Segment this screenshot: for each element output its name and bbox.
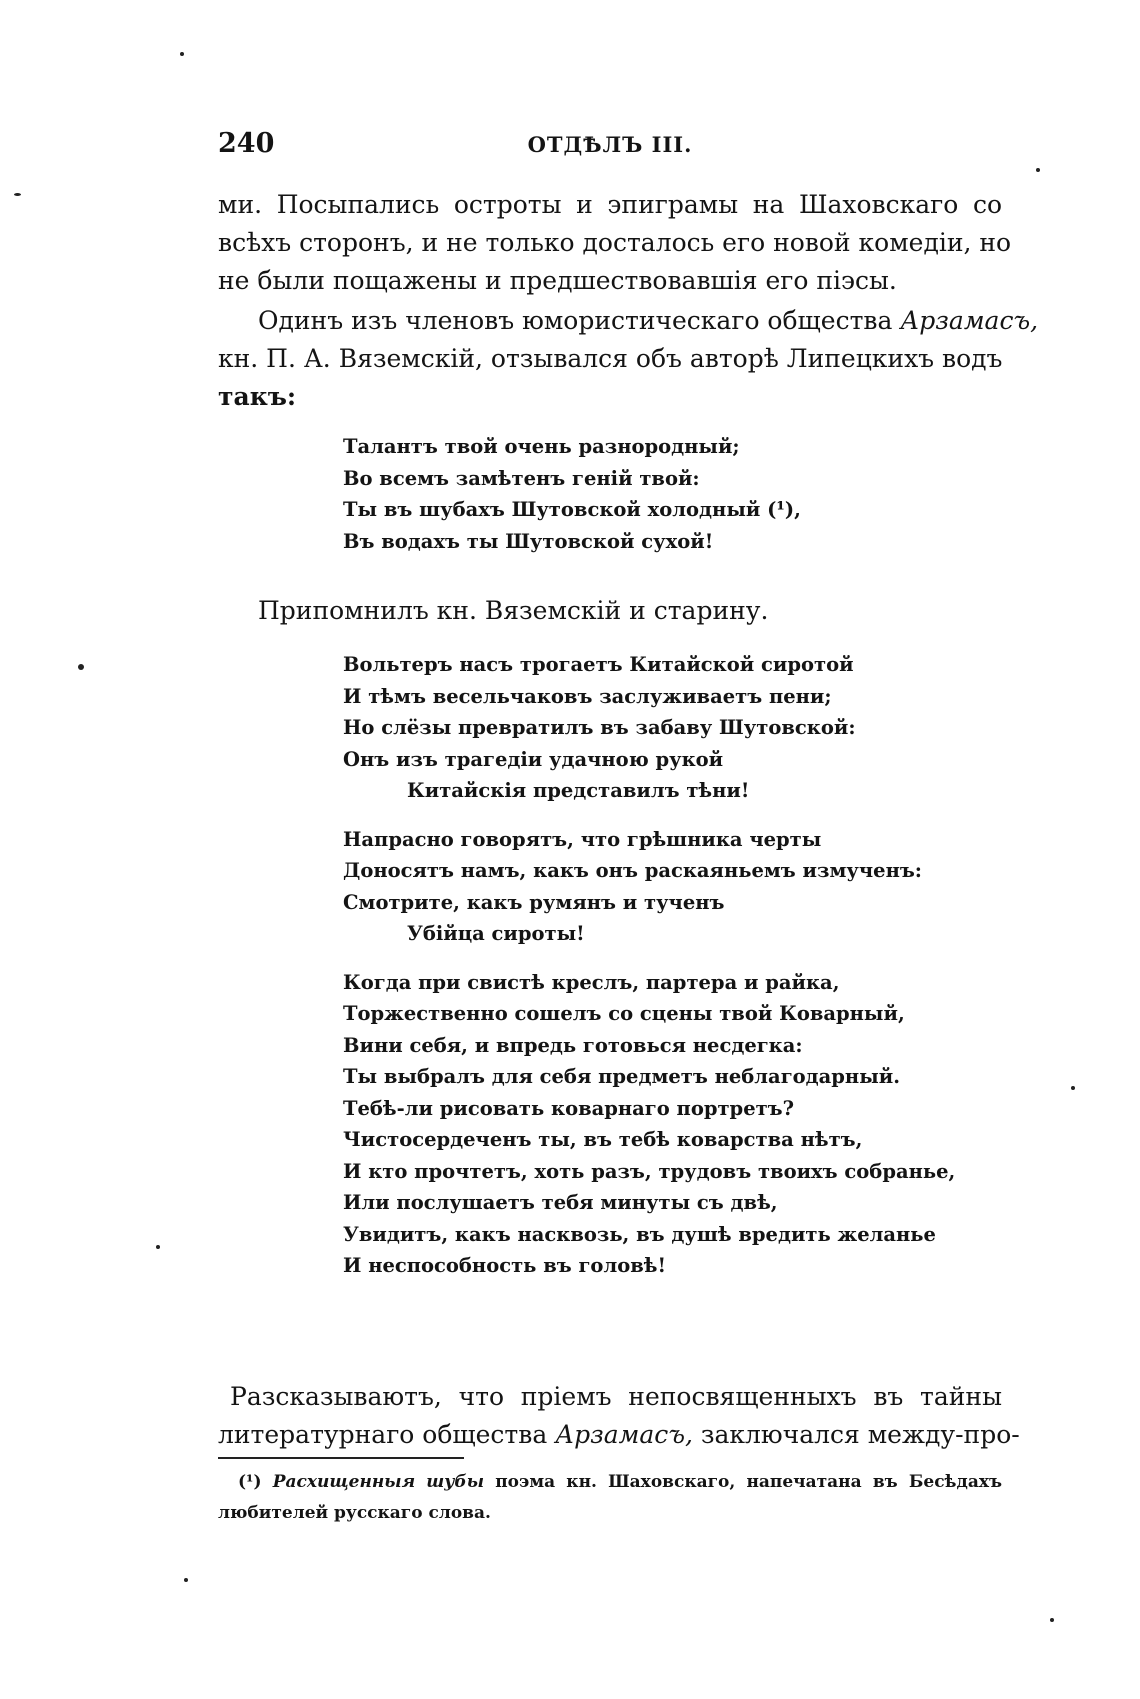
paragraph-vyazemsky bbox=[218, 302, 1039, 416]
running-head: ОТДѢЛЪ III. bbox=[527, 132, 693, 157]
text-fragment: поэма кн. Шаховскаго, напечатана въ Бесѣдахъ bbox=[495, 1472, 1003, 1492]
verse-line: И тѣмъ весельчаковъ заслуживаетъ пени; bbox=[343, 684, 832, 708]
text-line: такъ: bbox=[218, 382, 297, 411]
stanza bbox=[343, 967, 955, 1282]
footnote-divider bbox=[218, 1457, 464, 1459]
society-name: Арзамасъ, bbox=[900, 306, 1039, 335]
verse-line: Убійца сироты! bbox=[407, 922, 585, 945]
verse-line: Талантъ твой очень разнородный; bbox=[343, 435, 740, 458]
verse-line: Тебѣ-ли рисовать коварнаго портретъ? bbox=[343, 1096, 795, 1120]
scan-speck bbox=[184, 1578, 188, 1582]
footnote bbox=[218, 1467, 1002, 1529]
verse-line: Смотрите, какъ румянъ и тученъ bbox=[343, 890, 725, 914]
verse-line: И неспособность въ головѣ! bbox=[343, 1254, 667, 1277]
text-line: ми. Посыпались остроты и эпиграмы на Шаховскаго со bbox=[218, 190, 1002, 219]
verse-line: Китайскія представилъ тѣни! bbox=[407, 779, 750, 802]
scan-speck bbox=[78, 664, 84, 670]
verse-line: И кто прочтетъ, хоть разъ, трудовъ твоихъ собранье, bbox=[343, 1159, 956, 1183]
scan-speck bbox=[1071, 1086, 1075, 1090]
text-line: Припомнилъ кн. Вяземскій и старину. bbox=[258, 596, 769, 625]
text-line bbox=[218, 302, 1039, 340]
society-name: Арзамасъ, bbox=[555, 1420, 693, 1449]
verse-line: Во всемъ замѣтенъ геній твой: bbox=[343, 466, 700, 490]
verse-line: Напрасно говорятъ, что грѣшника черты bbox=[343, 827, 822, 851]
footnote-marker: (¹) bbox=[238, 1472, 262, 1492]
scan-speck bbox=[1050, 1618, 1054, 1622]
footnote-title: Расхищенныя шубы bbox=[272, 1472, 485, 1492]
text-line bbox=[218, 1416, 1020, 1454]
scan-speck bbox=[180, 52, 184, 56]
text-line: Разсказываютъ, что пріемъ непосвященныхъ въ тайны bbox=[230, 1382, 1002, 1411]
verse-line: Но слёзы превратилъ въ забаву Шутовской: bbox=[343, 716, 856, 739]
text-line: не были пощажены и предшествовавшія его піэсы. bbox=[218, 266, 897, 295]
epigram-poem bbox=[343, 431, 801, 557]
text-fragment: заключался между-про- bbox=[700, 1420, 1020, 1449]
stanza bbox=[343, 649, 955, 807]
scan-speck bbox=[1036, 168, 1040, 172]
verse-line: Въ водахъ ты Шутовской сухой! bbox=[343, 529, 714, 553]
paragraph-continuation bbox=[218, 186, 1012, 300]
text-fragment: литературнаго общества bbox=[218, 1420, 548, 1449]
paragraph-arzamas bbox=[218, 1378, 1020, 1454]
verse-line: Чистосердеченъ ты, въ тебѣ коварства нѣтъ, bbox=[343, 1128, 863, 1151]
verse-line: Онъ изъ трагедіи удачною рукой bbox=[343, 747, 724, 771]
scan-speck bbox=[14, 193, 21, 196]
long-poem bbox=[343, 649, 955, 1282]
text-line: кн. П. А. Вяземскій, отзывался объ авторѣ Липецкихъ водъ bbox=[218, 344, 1003, 373]
text-line: всѣхъ сторонъ, и не только досталось его новой комедіи, но bbox=[218, 228, 1012, 257]
verse-line: Доносятъ намъ, какъ онъ раскаяньемъ измученъ: bbox=[343, 859, 922, 882]
verse-line: Или послушаетъ тебя минуты съ двѣ, bbox=[343, 1191, 778, 1214]
page-header bbox=[218, 128, 1002, 168]
text-fragment: Одинъ изъ членовъ юмористическаго общества bbox=[258, 306, 893, 335]
stanza bbox=[343, 824, 955, 950]
scan-speck bbox=[156, 1245, 160, 1249]
verse-line: Увидитъ, какъ насквозь, въ душѣ вредить желанье bbox=[343, 1222, 936, 1246]
verse-line: Торжественно сошелъ со сцены твой Коварный, bbox=[343, 1002, 905, 1025]
page-number: 240 bbox=[218, 128, 275, 159]
verse-line: Ты въ шубахъ Шутовской холодный (¹), bbox=[343, 498, 801, 521]
footnote-line bbox=[218, 1467, 1002, 1498]
verse-line: Вини себя, и впредь готовься несдегка: bbox=[343, 1033, 803, 1057]
verse-line: Ты выбралъ для себя предметъ неблагодарный. bbox=[343, 1065, 900, 1088]
verse-line: Вольтеръ насъ трогаетъ Китайской сиротой bbox=[343, 653, 854, 676]
footnote-line: любителей русскаго слова. bbox=[218, 1503, 491, 1523]
paragraph-recalled bbox=[258, 592, 1002, 630]
verse-line: Когда при свистѣ креслъ, партера и райка, bbox=[343, 970, 840, 994]
